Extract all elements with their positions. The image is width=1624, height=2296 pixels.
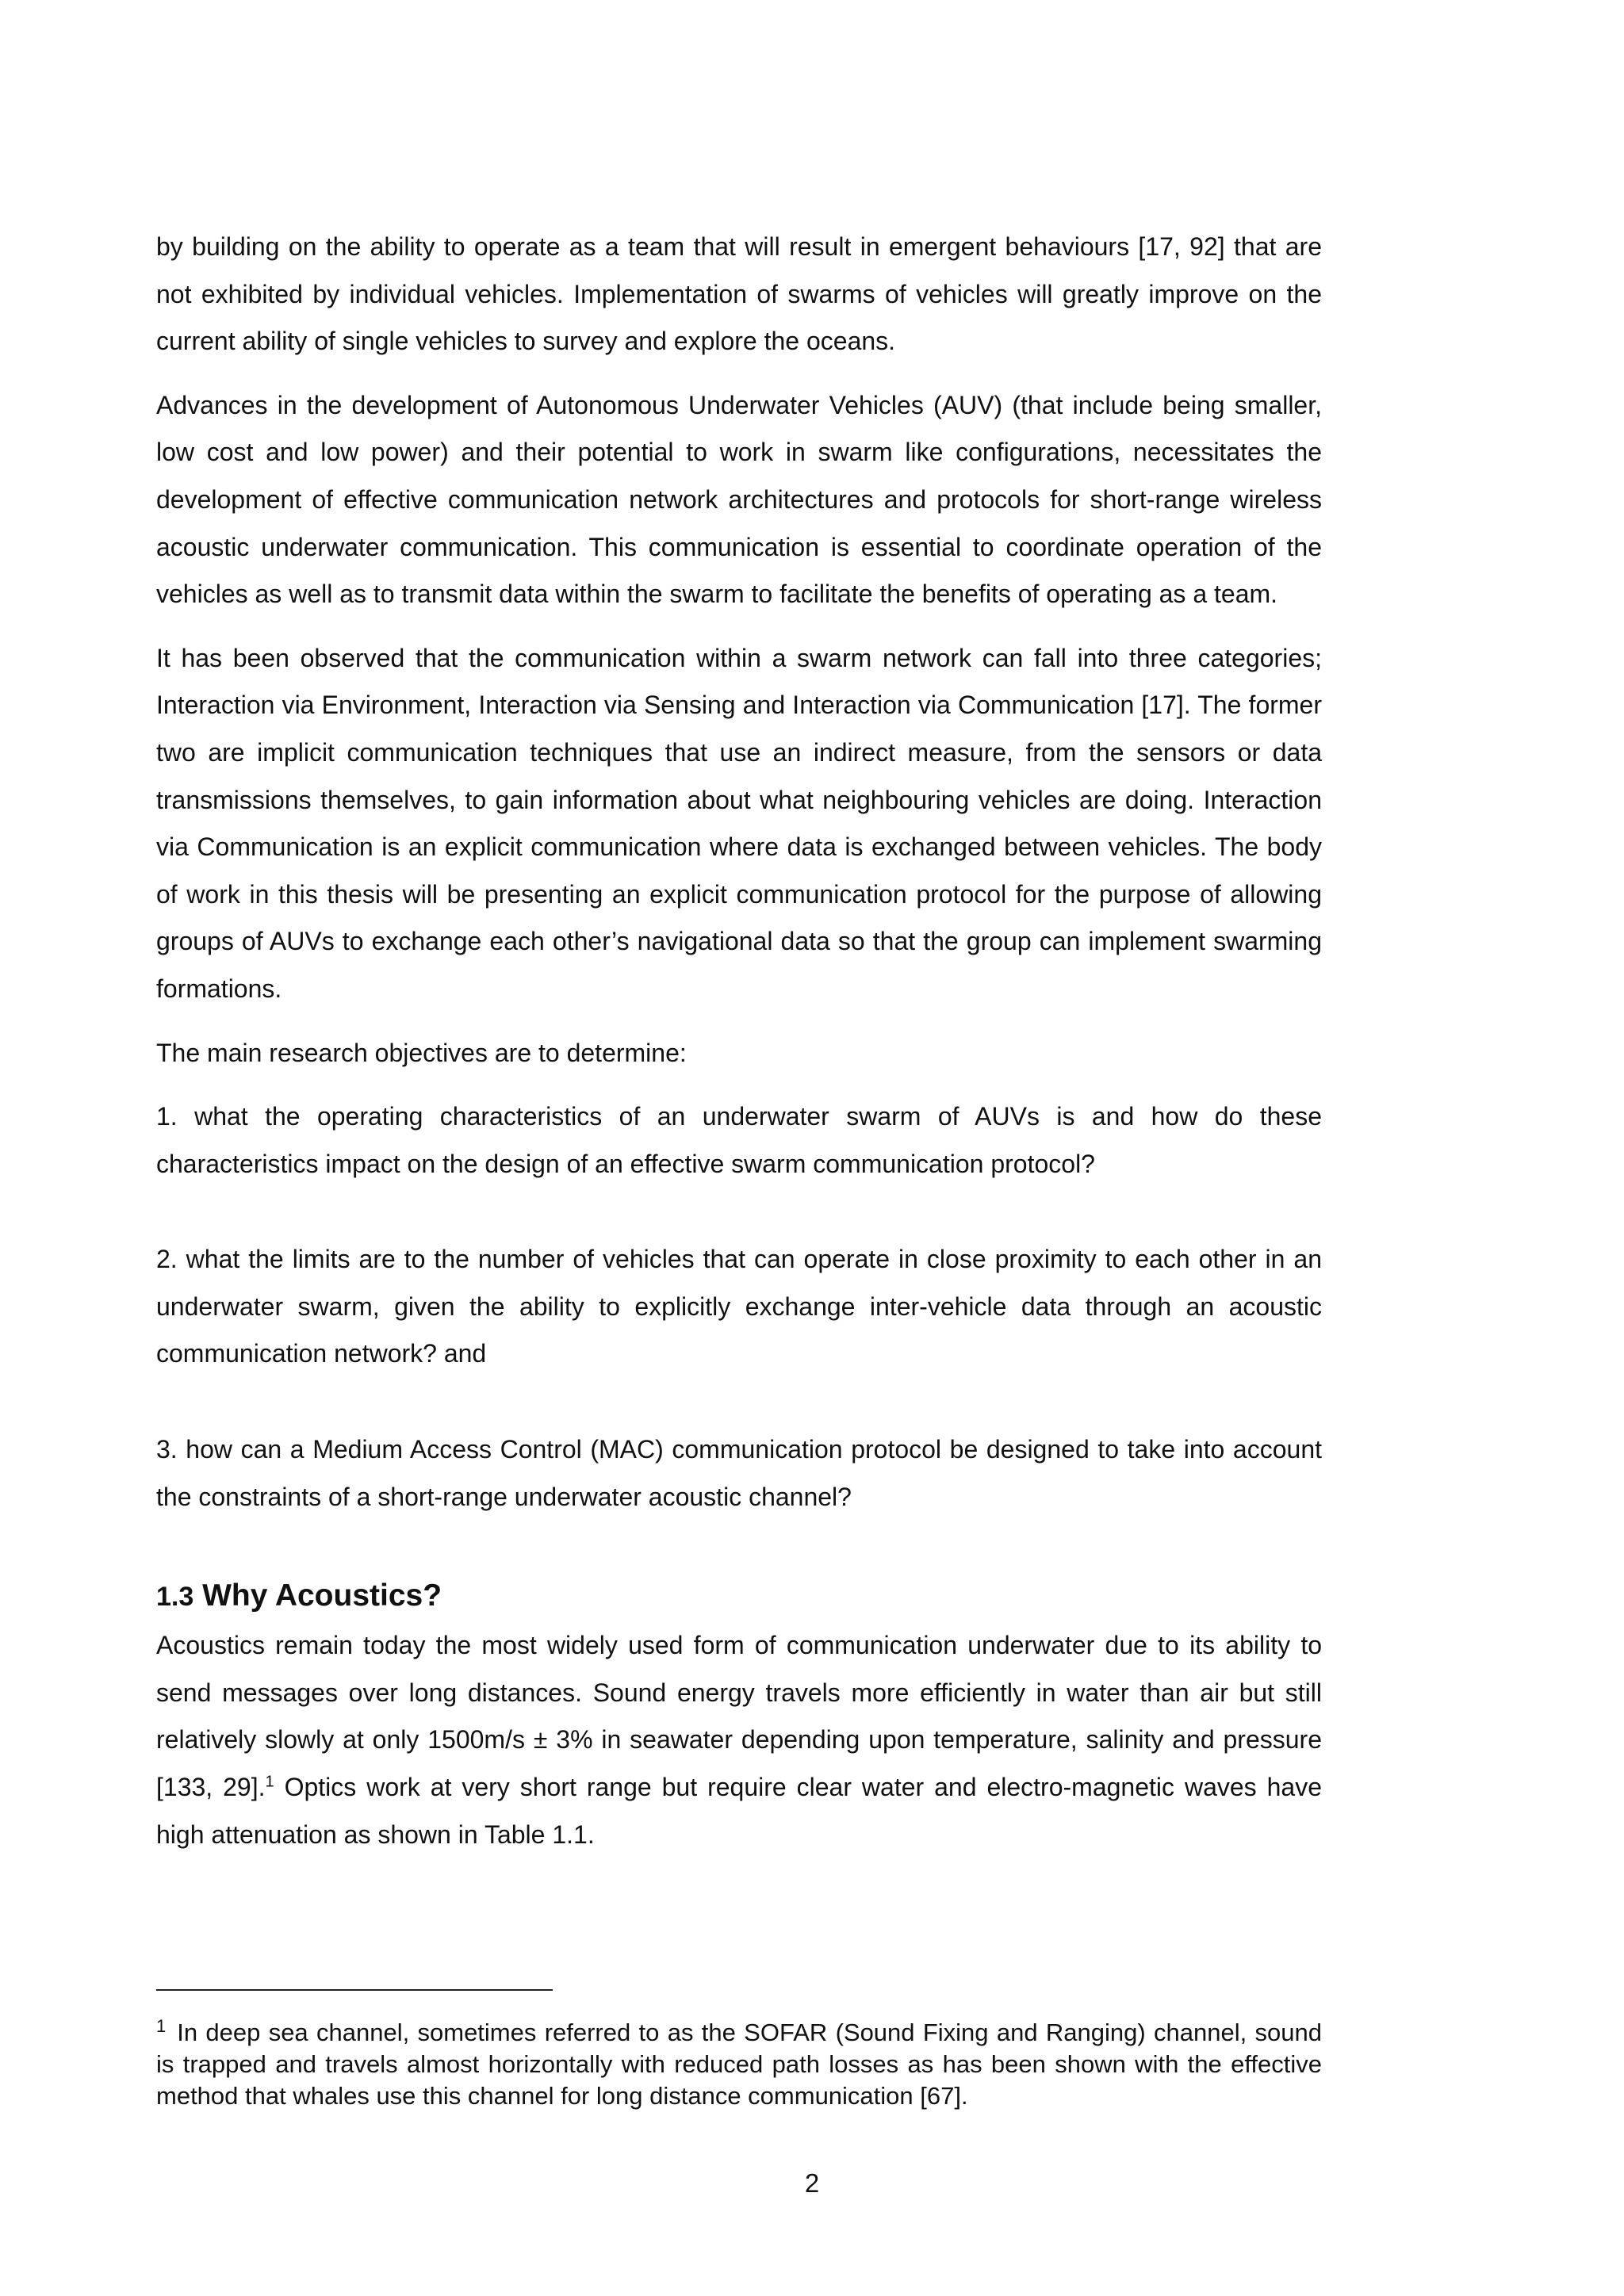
footnote-mark: 1 <box>156 2015 167 2036</box>
paragraph-communication-categories: It has been observed that the communication within a swarm network can fall into three categories; Interaction via Environment, Interaction via Sensing and Interaction via Communication [17]. The former two are implicit communication techniques that use an indirect measure, from the sensors or data transmissions themselves, to gain information about what neighbouring vehicles are doing. Interaction via Communication is an explicit communication where data is exchanged between vehicles. The body of work in this thesis will be presenting an explicit communication protocol for the purpose of allowing groups of AUVs to exchange each other’s navigational data so that the group can implement swarming formations. <box>156 643 1322 1003</box>
objective-item-3: 3. how can a Medium Access Control (MAC) communication protocol be designed to take into account the constraints of a short-range underwater acoustic channel? <box>156 1435 1322 1511</box>
footnote-reference-mark: 1 <box>265 1773 274 1791</box>
page-number: 2 <box>804 2168 820 2198</box>
paragraph-why-acoustics <box>156 1622 1322 1858</box>
footnote <box>156 2017 1322 2112</box>
objective-item-2: 2. what the limits are to the number of vehicles that can operate in close proximity to each other in an underwater swarm, given the ability to explicitly exchange inter-vehicle data through an acoustic communication network? and <box>156 1245 1322 1368</box>
acoustics-text-before-ref: Acoustics remain today the most widely used form of communication underwater due to its ability to send messages over long distances. Sound energy travels more efficiently in water than air but still relatively slowly at only 1500m/s ± 3% in seawater depending upon temperature, salinity and pressure [133, 29]. <box>156 1631 1322 1802</box>
paragraph-emergent-behaviours: by building on the ability to operate as a team that will result in emergent behaviours [17, 92] that are not exhibited by individual vehicles. Implementation of swarms of vehicles will greatly improve on the current ability of single vehicles to survey and explore the oceans. <box>156 232 1322 356</box>
section-heading <box>156 1575 1322 1617</box>
body-text <box>156 224 1322 1875</box>
paragraph-auv-advances: Advances in the development of Autonomous Underwater Vehicles (AUV) (that include being smaller, low cost and low power) and their potential to work in swarm like configurations, necessitates the development of effective communication network architectures and protocols for short-range wireless acoustic underwater communication. This communication is essential to coordinate operation of the vehicles as well as to transmit data within the swarm to facilitate the benefits of operating as a team. <box>156 390 1322 609</box>
footnote-text: In deep sea channel, sometimes referred to as the SOFAR (Sound Fixing and Ranging) channel, sound is trapped and travels almost horizontally with reduced path losses as has been shown with the effective method that whales use this channel for long distance communication [67]. <box>156 2019 1322 2110</box>
acoustics-text-after-ref: Optics work at very short range but require clear water and electro-magnetic waves have high attenuation as shown in Table 1.1. <box>156 1773 1323 1849</box>
footnote-divider <box>156 1989 553 1991</box>
objective-item-1: 1. what the operating characteristics of an underwater swarm of AUVs is and how do these characteristics impact on the design of an effective swarm communication protocol? <box>156 1102 1322 1178</box>
paragraph-research-objectives-intro: The main research objectives are to determine: <box>156 1038 687 1067</box>
section-number: 1.3 <box>156 1582 194 1613</box>
section-title: Why Acoustics? <box>202 1578 442 1613</box>
